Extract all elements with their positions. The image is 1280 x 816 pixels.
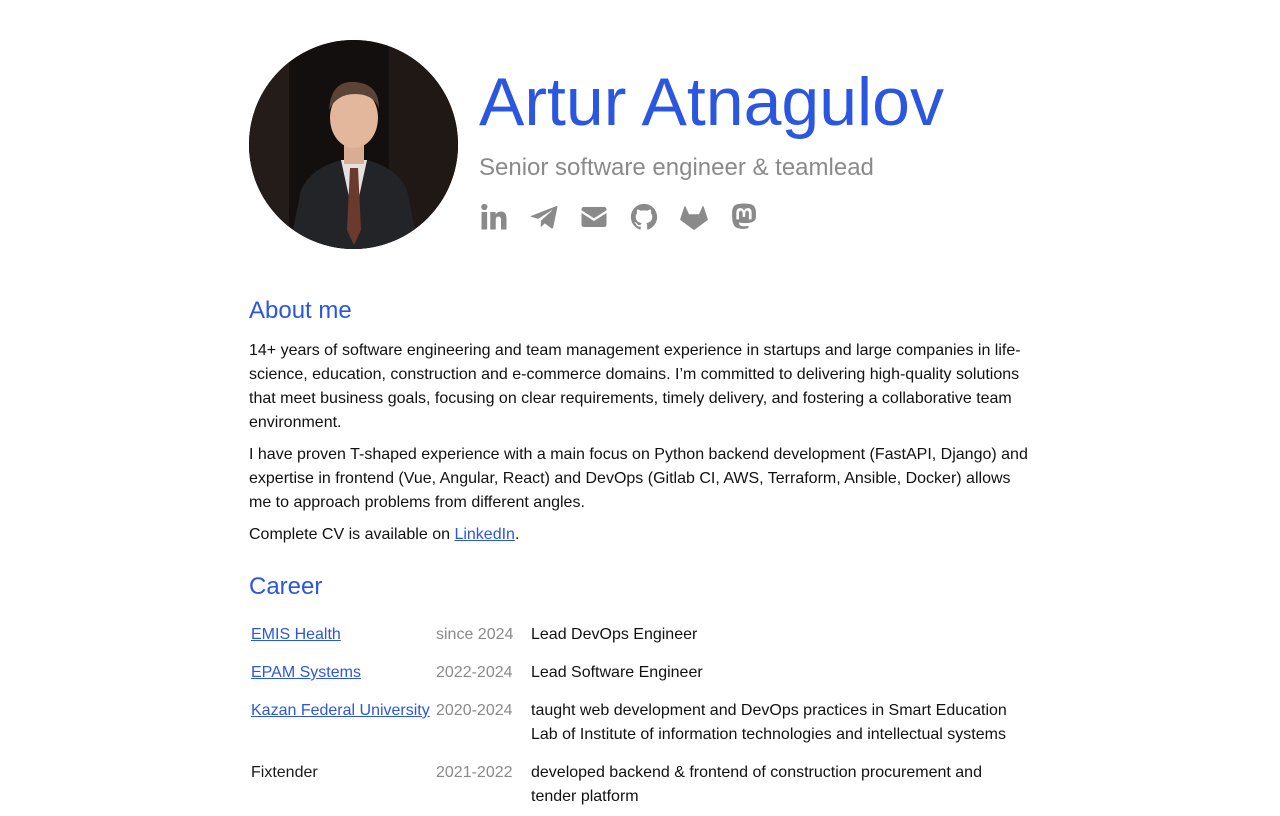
about-heading: About me <box>249 297 352 324</box>
career-years: 2021-2022 <box>436 764 513 781</box>
career-description: Lead Software Engineer <box>531 664 703 681</box>
career-table <box>249 616 1031 816</box>
company-link[interactable]: EMIS Health <box>251 626 341 643</box>
linkedin-link[interactable] <box>479 202 509 232</box>
person-role: Senior software engineer & teamlead <box>479 154 874 181</box>
career-description: taught web development and DevOps practices in Smart Education Lab of Institute of information technologies and intellectual systems <box>531 702 1007 743</box>
email-icon <box>579 202 609 232</box>
about-paragraph: 14+ years of software engineering and team management experience in startups and large companies in life-science, education, construction and e-commerce domains. I’m committed to delivering high-quality solutions that meet business goals, focusing on clear requirements, timely delivery, and fostering a collaborative team environment. <box>249 342 1021 431</box>
linkedin-icon <box>479 202 509 232</box>
github-icon <box>629 202 659 232</box>
company-link[interactable]: EPAM Systems <box>251 664 361 681</box>
career-heading: Career <box>249 573 323 600</box>
avatar <box>249 40 458 249</box>
about-paragraph: I have proven T-shaped experience with a main focus on Python backend development (FastAPI, Django) and expertise in frontend (Vue, Angular, React) and DevOps (Gitlab CI, AWS, Terraform, Ansible, Docker) allows me to approach problems from different angles. <box>249 446 1028 511</box>
email-link[interactable] <box>579 202 609 232</box>
company-link[interactable]: Kazan Federal University <box>251 702 430 719</box>
company-name: Fixtender <box>251 764 318 781</box>
mastodon-link[interactable] <box>729 202 759 232</box>
career-row <box>249 654 1031 692</box>
linkedin-cv-link[interactable]: LinkedIn <box>454 526 515 543</box>
career-description: Lead DevOps Engineer <box>531 626 698 643</box>
about-section <box>249 339 1029 555</box>
hero-text <box>479 40 944 232</box>
telegram-icon <box>529 202 559 232</box>
career-years: since 2024 <box>436 626 514 643</box>
career-years: 2022-2024 <box>436 664 513 681</box>
cv-suffix: . <box>514 526 520 543</box>
gitlab-link[interactable] <box>679 202 709 232</box>
person-name: Artur Atnagulov <box>479 64 944 140</box>
career-description: developed backend & frontend of construction procurement and tender platform <box>531 764 982 805</box>
career-row <box>249 616 1031 654</box>
telegram-link[interactable] <box>529 202 559 232</box>
gitlab-icon <box>679 202 709 232</box>
social-links <box>479 202 944 232</box>
cv-note <box>249 523 1029 547</box>
career-years: 2020-2024 <box>436 702 513 719</box>
profile-header <box>249 40 1029 249</box>
mastodon-icon <box>729 202 759 232</box>
cv-prefix: Complete CV is available on <box>249 526 455 543</box>
page <box>249 0 1029 805</box>
github-link[interactable] <box>629 202 659 232</box>
career-row <box>249 754 1031 816</box>
career-row <box>249 692 1031 754</box>
